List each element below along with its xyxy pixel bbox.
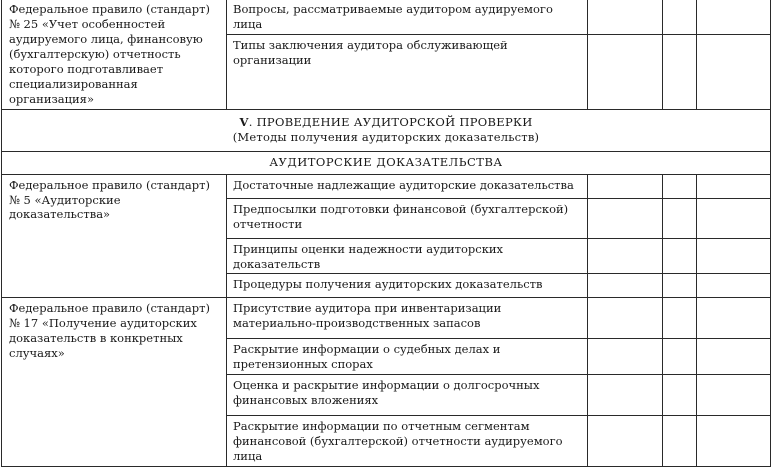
table-row xyxy=(2,298,771,339)
empty-cell xyxy=(663,0,697,35)
empty-cell xyxy=(588,238,663,274)
empty-cell xyxy=(588,375,663,416)
empty-cell xyxy=(663,375,697,416)
topic-cell: Предпосылки подготовки финансовой (бухгалтерской) отчетности xyxy=(227,198,588,238)
table-row xyxy=(2,174,771,198)
topic-cell: Процедуры получения аудиторских доказательств xyxy=(227,274,588,298)
empty-cell xyxy=(697,298,771,339)
empty-cell xyxy=(663,274,697,298)
empty-cell xyxy=(697,274,771,298)
empty-cell xyxy=(697,416,771,467)
empty-cell xyxy=(663,298,697,339)
empty-cell xyxy=(663,339,697,375)
subsection-heading: АУДИТОРСКИЕ ДОКАЗАТЕЛЬСТВА xyxy=(2,151,771,174)
topic-cell: Типы заключения аудитора обслуживающей организации xyxy=(227,35,588,109)
standard-cell-5: Федеральное правило (стандарт) № 5 «Аудиторские доказательства» xyxy=(2,174,227,298)
topic-cell: Присутствие аудитора при инвентаризации материально-производственных запасов xyxy=(227,298,588,339)
empty-cell xyxy=(663,238,697,274)
section-subtitle: (Методы получения аудиторских доказательств) xyxy=(232,130,540,145)
empty-cell xyxy=(588,298,663,339)
empty-cell xyxy=(697,35,771,109)
section-row xyxy=(2,109,771,151)
empty-cell xyxy=(663,174,697,198)
empty-cell xyxy=(588,0,663,35)
subsection-row xyxy=(2,151,771,174)
topic-cell: Раскрытие информации по отчетным сегментам финансовой (бухгалтерской) отчетности аудируемого лица xyxy=(227,416,588,467)
standard-cell-17: Федеральное правило (стандарт) № 17 «Получение аудиторских доказательств в конкретных случаях» xyxy=(2,298,227,467)
table-row xyxy=(2,0,771,35)
topic-cell: Принципы оценки надежности аудиторских доказательств xyxy=(227,238,588,274)
empty-cell xyxy=(697,0,771,35)
empty-cell xyxy=(663,35,697,109)
empty-cell xyxy=(697,339,771,375)
section-title: V. ПРОВЕДЕНИЕ АУДИТОРСКОЙ ПРОВЕРКИ xyxy=(239,115,533,130)
empty-cell xyxy=(697,174,771,198)
empty-cell xyxy=(663,198,697,238)
empty-cell xyxy=(588,416,663,467)
topic-cell: Оценка и раскрытие информации о долгосрочных финансовых вложениях xyxy=(227,375,588,416)
topic-cell: Вопросы, рассматриваемые аудитором аудируемого лица xyxy=(227,0,588,35)
standard-cell-25: Федеральное правило (стандарт) № 25 «Учет особенностей аудируемого лица, финансовую (бухгалтерскую) отчетность которого подготавливает специализированная организация» xyxy=(2,0,227,109)
empty-cell xyxy=(588,198,663,238)
audit-standards-table xyxy=(1,0,771,467)
empty-cell xyxy=(588,339,663,375)
empty-cell xyxy=(697,238,771,274)
empty-cell xyxy=(588,35,663,109)
empty-cell xyxy=(697,375,771,416)
topic-cell: Раскрытие информации о судебных делах и претензионных спорах xyxy=(227,339,588,375)
empty-cell xyxy=(588,274,663,298)
empty-cell xyxy=(663,416,697,467)
empty-cell xyxy=(697,198,771,238)
topic-cell: Достаточные надлежащие аудиторские доказательства xyxy=(227,174,588,198)
empty-cell xyxy=(588,174,663,198)
section-heading xyxy=(2,109,771,151)
